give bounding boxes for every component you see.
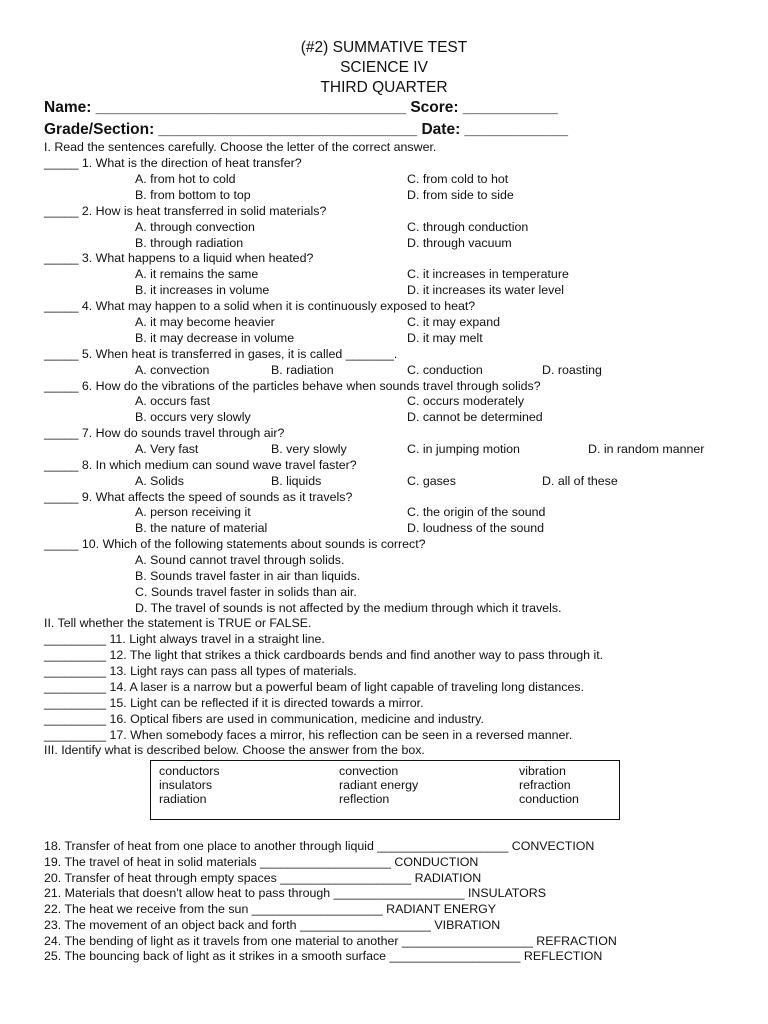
choice-6d[interactable]: D. cannot be determined (407, 410, 543, 424)
choice-1b[interactable]: B. from bottom to top (135, 188, 251, 202)
answer-box (150, 760, 620, 820)
choice-6c[interactable]: C. occurs moderately (407, 394, 525, 408)
tf-item-15: _________ 15. Light can be reflected if it is directed towards a mirror. (44, 696, 424, 710)
choice-9b[interactable]: B. the nature of material (135, 521, 268, 535)
choice-7c[interactable]: C. in jumping motion (407, 442, 520, 456)
choice-4c[interactable]: C. it may expand (407, 315, 500, 329)
choice-10d[interactable]: D. The travel of sounds is not affected by the medium through which it travels. (135, 601, 562, 615)
choice-9c[interactable]: C. the origin of the sound (407, 505, 546, 519)
choice-8b[interactable]: B. liquids (271, 474, 322, 488)
question-9: _____ 9. What affects the speed of sounds as it travels? (44, 490, 353, 504)
choice-5a[interactable]: A. convection (135, 363, 210, 377)
choice-2a[interactable]: A. through convection (135, 220, 255, 234)
choice-9d[interactable]: D. loudness of the sound (407, 521, 545, 535)
name-score-field[interactable]: Name: ____________________________________ Score: ___________ (44, 99, 558, 116)
choice-10a[interactable]: A. Sound cannot travel through solids. (135, 553, 345, 567)
box-word-vibration: vibration (519, 764, 566, 778)
choice-6a[interactable]: A. occurs fast (135, 394, 211, 408)
part1-instruction: I. Read the sentences carefully. Choose the letter of the correct answer. (44, 140, 437, 154)
choice-5c[interactable]: C. conduction (407, 363, 483, 377)
box-word-radiation: radiation (159, 792, 207, 806)
identify-item-20: 20. Transfer of heat through empty spaces ___________________ RADIATION (44, 871, 482, 885)
choice-3b[interactable]: B. it increases in volume (135, 283, 270, 297)
choice-1d[interactable]: D. from side to side (407, 188, 514, 202)
box-word-conductors: conductors (159, 764, 220, 778)
subject-title: SCIENCE IV (340, 59, 428, 76)
identify-item-24: 24. The bending of light as it travels from one material to another ___________________ REFRACTION (44, 934, 617, 948)
choice-4a[interactable]: A. it may become heavier (135, 315, 275, 329)
question-5: _____ 5. When heat is transferred in gases, it is called _______. (44, 347, 398, 361)
choice-1a[interactable]: A. from hot to cold (135, 172, 236, 186)
tf-item-12: _________ 12. The light that strikes a thick cardboards bends and find another way to pass through it. (44, 648, 604, 662)
choice-9a[interactable]: A. person receiving it (135, 505, 251, 519)
question-8: _____ 8. In which medium can sound wave travel faster? (44, 458, 357, 472)
choice-10b[interactable]: B. Sounds travel faster in air than liquids. (135, 569, 361, 583)
box-word-reflection: reflection (339, 792, 390, 806)
choice-1c[interactable]: C. from cold to hot (407, 172, 509, 186)
tf-item-13: _________ 13. Light rays can pass all types of materials. (44, 664, 357, 678)
identify-item-19: 19. The travel of heat in solid materials ___________________ CONDUCTION (44, 855, 479, 869)
choice-8c[interactable]: C. gases (407, 474, 456, 488)
choice-6b[interactable]: B. occurs very slowly (135, 410, 251, 424)
choice-5b[interactable]: B. radiation (271, 363, 334, 377)
box-word-convection: convection (339, 764, 399, 778)
choice-3c[interactable]: C. it increases in temperature (407, 267, 569, 281)
quarter-title: THIRD QUARTER (320, 79, 448, 96)
question-6: _____ 6. How do the vibrations of the particles behave when sounds travel through solids? (44, 379, 541, 393)
choice-5d[interactable]: D. roasting (542, 363, 602, 377)
box-word-radiant-energy: radiant energy (339, 778, 419, 792)
part3-instruction: III. Identify what is described below. Choose the answer from the box. (44, 743, 425, 757)
identify-item-21: 21. Materials that doesn't allow heat to pass through ___________________ INSULATORS (44, 886, 546, 900)
test-title: (#2) SUMMATIVE TEST (300, 39, 468, 56)
choice-3a[interactable]: A. it remains the same (135, 267, 259, 281)
question-7: _____ 7. How do sounds travel through air? (44, 426, 285, 440)
choice-8a[interactable]: A. Solids (135, 474, 184, 488)
choice-7b[interactable]: B. very slowly (271, 442, 347, 456)
box-word-conduction: conduction (519, 792, 579, 806)
box-word-insulators: insulators (159, 778, 213, 792)
tf-item-16: _________ 16. Optical fibers are used in communication, medicine and industry. (44, 712, 484, 726)
choice-2b[interactable]: B. through radiation (135, 236, 244, 250)
tf-item-11: _________ 11. Light always travel in a straight line. (44, 632, 325, 646)
question-1: _____ 1. What is the direction of heat transfer? (44, 156, 302, 170)
tf-item-14: _________ 14. A laser is a narrow but a powerful beam of light capable of traveling long distances. (44, 680, 585, 694)
choice-2c[interactable]: C. through conduction (407, 220, 529, 234)
identify-item-25: 25. The bouncing back of light as it strikes in a smooth surface ___________________ REFLECTION (44, 949, 603, 963)
choice-7a[interactable]: A. Very fast (135, 442, 199, 456)
box-word-refraction: refraction (519, 778, 571, 792)
tf-item-17: _________ 17. When somebody faces a mirror, his reflection can be seen in a reversed manner. (44, 728, 573, 742)
identify-item-18: 18. Transfer of heat from one place to another through liquid ___________________ CONVECTION (44, 839, 595, 853)
choice-2d[interactable]: D. through vacuum (407, 236, 512, 250)
grade-date-field[interactable]: Grade/Section: ______________________________ Date: ____________ (44, 121, 568, 138)
choice-8d[interactable]: D. all of these (542, 474, 618, 488)
choice-10c[interactable]: C. Sounds travel faster in solids than air. (135, 585, 357, 599)
choice-7d[interactable]: D. in random manner (588, 442, 705, 456)
question-3: _____ 3. What happens to a liquid when heated? (44, 251, 314, 265)
choice-4d[interactable]: D. it may melt (407, 331, 483, 345)
identify-item-23: 23. The movement of an object back and forth ___________________ VIBRATION (44, 918, 501, 932)
identify-item-22: 22. The heat we receive from the sun ___________________ RADIANT ENERGY (44, 902, 497, 916)
question-10: _____ 10. Which of the following statements about sounds is correct? (44, 537, 426, 551)
question-4: _____ 4. What may happen to a solid when it is continuously exposed to heat? (44, 299, 476, 313)
part2-instruction: II. Tell whether the statement is TRUE or FALSE. (44, 616, 312, 630)
question-2: _____ 2. How is heat transferred in solid materials? (44, 204, 327, 218)
choice-3d[interactable]: D. it increases its water level (407, 283, 565, 297)
choice-4b[interactable]: B. it may decrease in volume (135, 331, 295, 345)
